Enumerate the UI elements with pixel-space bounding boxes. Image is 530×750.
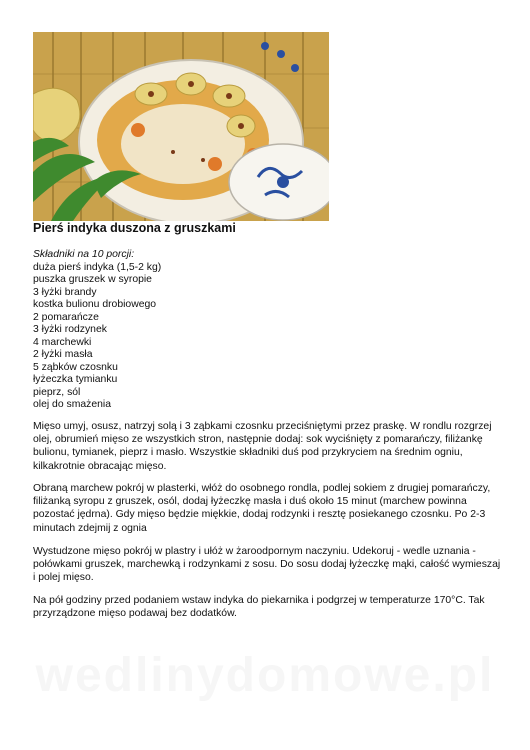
ingredient-item: pieprz, sól bbox=[33, 386, 81, 398]
recipe-photo bbox=[33, 32, 329, 221]
ingredient-item: 2 łyżki masła bbox=[33, 349, 93, 360]
site-watermark: wedlinydomowe.pl bbox=[35, 649, 495, 702]
step-paragraph-1: Mięso umyj, osusz, natrzyj solą i 3 ząbkami czosnku przeciśniętymi przez praskę. W rondlu rozgrzej olej, obrumień mięso ze wszystkich stron, następnie dodaj: sok wyciśnięty z pomarańczy, filiżankę bulionu, tymianek, pieprz i masło. Wszystkie składniki duś pod przykryciem na średnim ogniu, kilkakrotnie obracając mięso. bbox=[33, 421, 492, 472]
ingredients-list bbox=[33, 262, 161, 412]
step-paragraph-2: Obraną marchew pokrój w plasterki, włóż do osobnego rondla, podlej sokiem z drugiej pomarańczy, filiżanką syropu z gruszek, osól, dodaj łyżeczkę masła i duś około 15 minut (marchew powinna pozostać jędrna). Gdy mięso będzie miękkie, dodaj rodzynki i resztę posiekanego czosnku. Po 2-3 minutach zdejmij z ognia bbox=[33, 483, 491, 534]
roast-turkey-with-pears-photo bbox=[33, 32, 329, 221]
ingredient-item: olej do smażenia bbox=[33, 399, 111, 410]
ingredient-item: 5 ząbków czosnku bbox=[33, 361, 118, 373]
ingredient-item: łyżeczka tymianku bbox=[33, 374, 118, 385]
ingredients-heading: Składniki na 10 porcji: bbox=[33, 249, 135, 260]
ingredient-item: kostka bulionu drobiowego bbox=[33, 299, 157, 310]
ingredient-item: 3 łyżki rodzynek bbox=[33, 324, 107, 335]
ingredient-item: duża pierś indyka (1,5-2 kg) bbox=[33, 261, 162, 273]
step-paragraph-3: Wystudzone mięso pokrój w plastry i ułóż w żaroodpornym naczyniu. Udekoruj - wedle uznania -połówkami gruszek, marchewką i rodzynkami z sosu. Do sosu dodaj łyżeczkę mąki, całość wymieszaj i polej mięso. bbox=[33, 546, 501, 584]
ingredient-item: 2 pomarańcze bbox=[33, 311, 99, 323]
ingredient-item: 4 marchewki bbox=[33, 336, 92, 348]
ingredient-item: puszka gruszek w syropie bbox=[33, 274, 152, 285]
recipe-title: Pierś indyka duszona z gruszkami bbox=[33, 221, 236, 235]
ingredient-item: 3 łyżki brandy bbox=[33, 286, 97, 298]
ingredients-section bbox=[33, 249, 161, 412]
step-paragraph-4: Na pół godziny przed podaniem wstaw indyka do piekarnika i podgrzej w temperaturze 170°C. Tak przyrządzone mięso podawaj bez dodatków. bbox=[33, 595, 485, 620]
